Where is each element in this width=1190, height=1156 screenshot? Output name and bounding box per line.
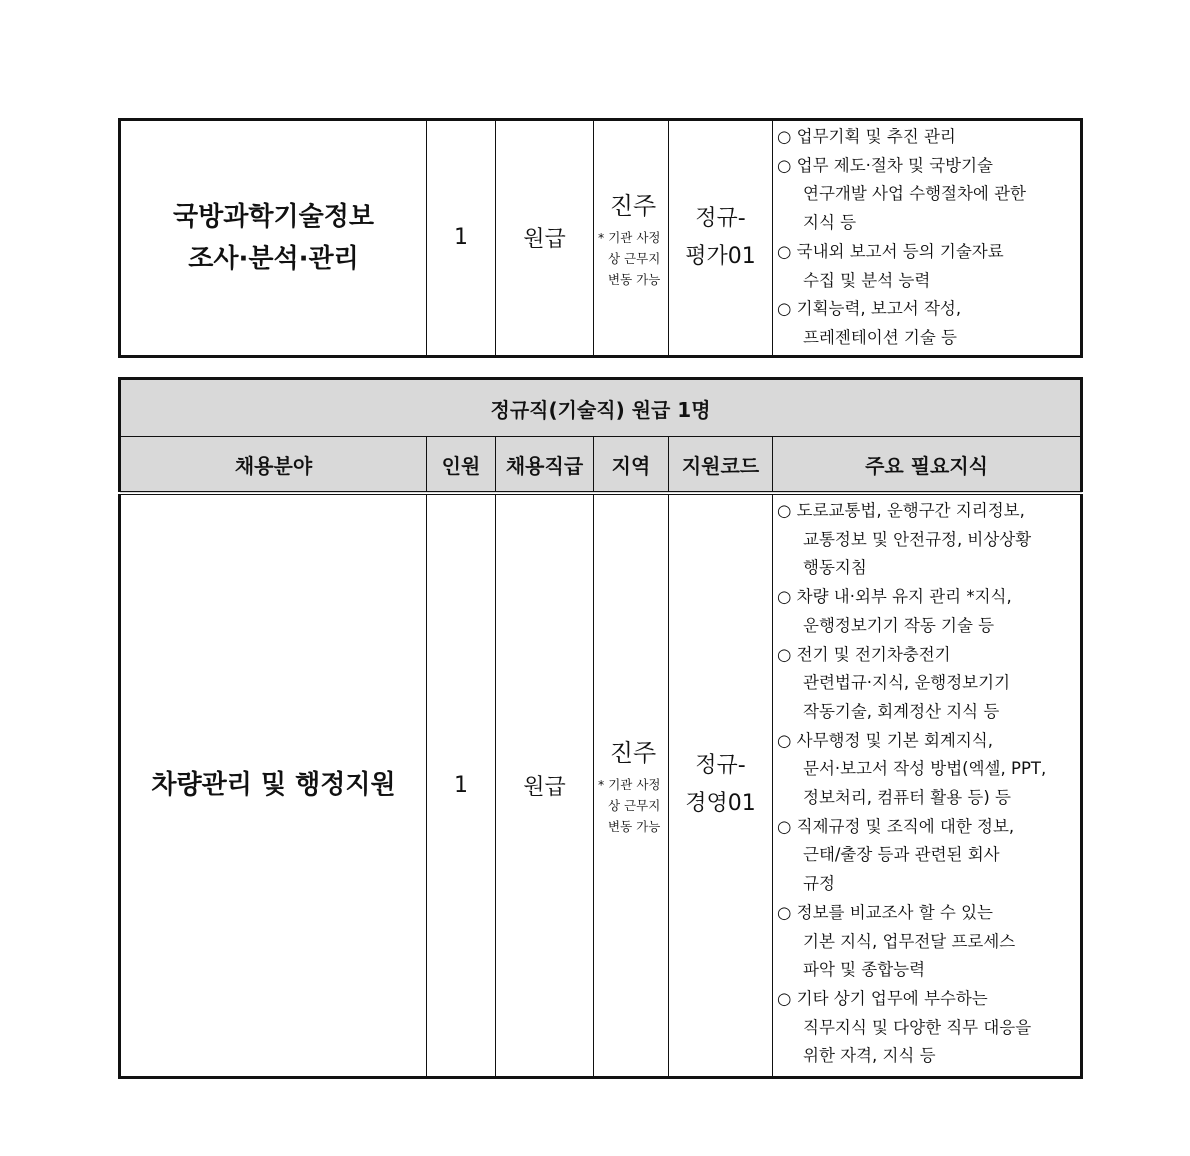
application-code bbox=[669, 493, 773, 1077]
band-row bbox=[120, 379, 1082, 437]
header-row bbox=[120, 437, 1082, 494]
knowledge-item: ○ 업무기획 및 추진 관리 bbox=[777, 127, 956, 146]
job-grade: 원급 bbox=[496, 493, 594, 1077]
table-row bbox=[120, 493, 1082, 1077]
knowledge-item: ○ 국내외 보고서 등의 기술자료 수집 및 분석 능력 bbox=[777, 241, 1004, 290]
application-code-text: 정규- 평가01 bbox=[685, 205, 756, 269]
headcount: 1 bbox=[427, 120, 496, 357]
recruitment-field: 차량관리 및 행정지원 bbox=[120, 493, 427, 1077]
required-knowledge bbox=[773, 493, 1082, 1077]
application-code-text: 정규- 경영01 bbox=[685, 753, 756, 817]
region-cell bbox=[594, 120, 669, 357]
header-knowledge: 주요 필요지식 bbox=[773, 437, 1082, 494]
recruitment-field bbox=[120, 120, 427, 357]
region-name: 진주 bbox=[609, 191, 657, 220]
required-knowledge bbox=[773, 120, 1082, 357]
job-grade: 원급 bbox=[496, 120, 594, 357]
headcount: 1 bbox=[427, 493, 496, 1077]
region-cell bbox=[594, 493, 669, 1077]
header-count: 인원 bbox=[427, 437, 496, 494]
recruitment-table-1 bbox=[118, 118, 1083, 358]
knowledge-item: ○ 사무행정 및 기본 회계지식, 문서·보고서 작성 방법(엑셀, PPT, 정보처리, 컴퓨터 활용 등) 등 bbox=[777, 730, 1047, 808]
header-field: 채용분야 bbox=[120, 437, 427, 494]
knowledge-item: ○ 차량 내·외부 유지 관리 *지식, 운행정보기기 작동 기술 등 bbox=[777, 587, 1012, 635]
application-code bbox=[669, 120, 773, 357]
knowledge-item: ○ 정보를 비교조사 할 수 있는 기본 지식, 업무전달 프로세스 파악 및 종합능력 bbox=[777, 902, 1016, 980]
header-region: 지역 bbox=[594, 437, 669, 494]
recruitment-field-text: 국방과학기술정보 조사·분석·관리 bbox=[173, 201, 374, 274]
knowledge-item: ○ 도로교통법, 운행구간 지리정보, 교통정보 및 안전규정, 비상상황 행동지침 bbox=[777, 501, 1032, 578]
region-note: * 기관 사정상 근무지 변동 가능 bbox=[598, 229, 661, 287]
region-note: * 기관 사정상 근무지 변동 가능 bbox=[598, 777, 661, 835]
knowledge-item: ○ 전기 및 전기차충전기 관련법규·지식, 운행정보기기 작동기술, 회계정산 지식 등 bbox=[777, 644, 1011, 721]
header-grade: 채용직급 bbox=[496, 437, 594, 494]
knowledge-item: ○ 업무 제도·절차 및 국방기술 연구개발 사업 수행절차에 관한 지식 등 bbox=[777, 155, 1026, 233]
recruitment-table-2 bbox=[118, 377, 1083, 1079]
table-row bbox=[120, 120, 1082, 357]
header-code: 지원코드 bbox=[669, 437, 773, 494]
region-name: 진주 bbox=[609, 739, 657, 768]
knowledge-item: ○ 기타 상기 업무에 부수하는 직무지식 및 다양한 직무 대응을 위한 자격, 지식 등 bbox=[777, 988, 1032, 1066]
band-title: 정규직(기술직) 원급 1명 bbox=[120, 379, 1082, 437]
knowledge-item: ○ 직제규정 및 조직에 대한 정보, 근태/출장 등과 관련된 회사 규정 bbox=[777, 816, 1015, 894]
knowledge-item: ○ 기획능력, 보고서 작성, 프레젠테이션 기술 등 bbox=[777, 299, 962, 347]
